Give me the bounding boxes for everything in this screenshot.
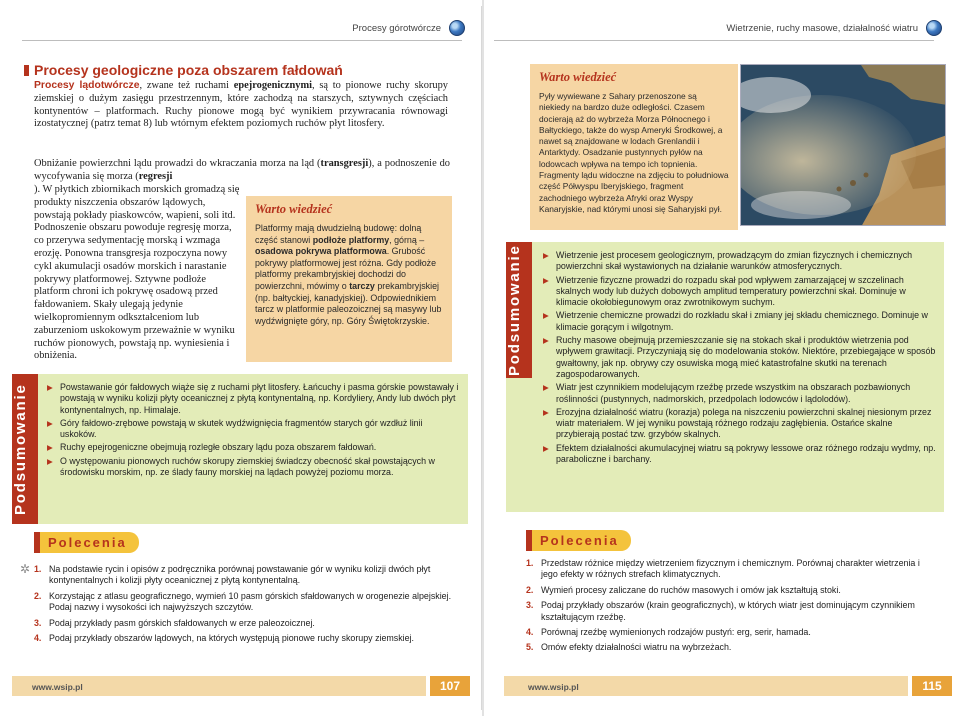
info-box xyxy=(246,196,452,362)
bold-term: epejrogenicznymi xyxy=(233,80,313,91)
running-head-text: Wietrzenie, ruchy masowe, działalność wiatru xyxy=(726,22,918,34)
task-item: 4. Porównaj rzeźbę wymienionych rodzajów pustyń: erg, serir, hamada. xyxy=(526,627,811,638)
star-marker-icon: ✲ xyxy=(20,562,31,576)
paragraph-text: , zwane też ruchami xyxy=(139,80,234,91)
summary-item: ▶ Erozyjna działalność wiatru (korazja) polega na niszczeniu powierzchni skalnej niesionym przez wiatr materiałem. W jej wyniku powstają różnego rodzaju zagłębienia. Ostańce skalne przybierają postać tzw. grzybów skalnych. xyxy=(542,407,938,441)
task-item: 2. Korzystając z atlasu geograficznego, wymień 10 pasm górskich sfałdowanych w orogenezie alpejskiej. Podaj nazwy i wysokości ich najwyższych szczytów. xyxy=(34,590,452,613)
summary-list xyxy=(46,382,460,480)
summary-item: ▶ O występowaniu pionowych ruchów skorupy ziemskiej świadczy obecność skał powstających w środowisku morskim, np. ze ślady fauny morskiej na lądach powyżej poziomu morza. xyxy=(46,456,460,479)
info-box xyxy=(530,64,738,230)
info-box-title: Warto wiedzieć xyxy=(539,70,617,84)
paragraph-text: ). W płytkich zbiornikach morskich gromadzą się produkty niszczenia obszarów lądowych, powstają pokłady piaskowców, wapieni, soli itd. Podnoszenie obszaru powoduje regresję morza, co przerywa sedymentację morską i wzmaga erozję. Ponowna transgresja rozpoczyna nowy cykl akumulacji osadów morskich i narastanie pokrywy platformowej. Sztywne podłoże platform chroni ich pokrywę osadową przed fałdowaniem. Skały ulegają jedynie wielkopromiennym odkształceniom lub zaburzeniom uskokowym przeważnie w wyniku ruchów pionowych, powstają np. wyniesienia i obniżenia. xyxy=(34,184,240,362)
paragraph-text: ), a podnoszenie do wycofywania się morza ( xyxy=(34,158,450,182)
summary-item: ▶ Wietrzenie chemiczne prowadzi do rozkładu skał i zmiany jej składu chemicznego. Dominuje w klimacie gorącym i wilgotnym. xyxy=(542,310,938,333)
summary-item: ▶ Wietrzenie jest procesem geologicznym, prowadzącym do zmian fizycznych i chemicznych powierzchni skał wystawionych na działanie warunków atmosferycznych. xyxy=(542,250,938,273)
paragraph-1 xyxy=(34,80,448,131)
info-box-title: Warto wiedzieć xyxy=(255,202,333,216)
globe-icon xyxy=(449,20,465,36)
lead-term: Procesy lądotwórcze xyxy=(34,80,140,91)
paragraph-text: , są to pionowe ruchy skorupy ziemskiej o dużym zasięgu przestrzennym, które zachodzą na starszych, sztywnych częściach kontynentów – platformach. Ruchy pionowe mogą być wynikiem przywracania równowagi izostatycznej (patrz temat 8) lub wtórnym efektem poziomych ruchów płyt litosfery. xyxy=(34,80,448,130)
header-rule xyxy=(494,40,934,41)
bold-term: regresji xyxy=(138,170,173,182)
paragraph-2-rest xyxy=(34,184,242,363)
tasks-label: Polecenia xyxy=(526,530,631,551)
header-rule xyxy=(22,40,462,41)
tasks-list xyxy=(526,558,934,658)
task-item: 5. Omów efekty działalności wiatru na wybrzeżach. xyxy=(526,642,732,653)
site-url[interactable]: www.wsip.pl xyxy=(32,682,83,692)
summary-item: ▶ Wietrzenie fizyczne prowadzi do rozpadu skał pod wpływem zamarzającej w szczelinach skalnych wody lub dużych dobowych amplitud temperatury powierzchni skał. Dominuje w klimacie okołobiegunowym oraz zwrotnikowym suchym. xyxy=(542,275,938,309)
summary-item: ▶ Powstawanie gór fałdowych wiąże się z ruchami płyt litosfery. Łańcuchy i pasma górskie powstawały i powstają w wyniku kolizji płyty oceanicznej z płytą kontynentalną, np. Kordyliery, Andy lub dwóch płyt kontynentalnych, np. Himalaje. xyxy=(46,382,460,416)
summary-item: ▶ Góry fałdowo-zrębowe powstają w skutek wydźwignięcia fragmentów starych gór wzdłuż linii uskoków. xyxy=(46,418,460,441)
running-head-text: Procesy górotwórcze xyxy=(352,22,441,34)
info-box-text: Platformy mają dwudzielną budowę: dolną część stanowi podłoże platformy, górną – osadowa pokrywa platformowa. Grubość pokrywy platformowej jest różna. Gdy podłoże platformy prekambryjskiej dochodzi do powierzchni, mówimy o tarczy prekambryjskiej (np. bałtyckiej, kanadyjskiej). Odpowiednikiem tarcz w platformie paleozoicznej są masywy lub wydźwignięte góry, np. Góry Świętokrzyskie. xyxy=(255,223,442,326)
section-title: Procesy geologiczne poza obszarem fałdowań xyxy=(34,62,343,78)
task-item: 3. Podaj przykłady pasm górskich sfałdowanych w erze paleozoicznej. xyxy=(34,617,315,628)
task-item: 3. Podaj przykłady obszarów (krain geograficznych), w których wiatr jest dominującym czynnikiem kształtującym rzeźbę. xyxy=(526,600,915,622)
info-box-text: Pyły wywiewane z Sahary przenoszone są niekiedy na bardzo duże odległości. Czasem docierają aż do wybrzeża Morza Północnego i Bałtyckiego, także do wysp Ameryki Środkowej, a nawet są znajdowane w lodach Grenlandii i Antarktydy. Osadzanie pustynnych pyłów na lodowcach wpływa na tempo ich topnienia. Fragmenty lądu widoczne na zdjęciu to południowa część Półwyspu Iberyjskiego, fragment zachodniego wybrzeża Afryki oraz Wyspy Kanaryjskie, nad którymi unosi się Saharyjski pył. xyxy=(539,91,729,214)
page-number: 115 xyxy=(912,676,952,696)
tasks-label: Polecenia xyxy=(34,532,139,553)
running-head xyxy=(726,18,942,38)
summary-panel xyxy=(12,374,468,524)
satellite-image xyxy=(741,65,946,226)
summary-panel xyxy=(506,242,944,512)
globe-icon xyxy=(926,20,942,36)
tasks-list xyxy=(34,564,452,648)
summary-item: ▶ Ruchy epejrogeniczne obejmują rozległe obszary lądu poza obszarem fałdowań. xyxy=(46,442,460,453)
page-number: 107 xyxy=(430,676,470,696)
task-item: 4. Podaj przykłady obszarów lądowych, na których występują pionowe ruchy skorupy ziemskiej. xyxy=(34,633,415,644)
site-url[interactable]: www.wsip.pl xyxy=(528,682,579,692)
left-page xyxy=(6,6,482,710)
summary-list xyxy=(542,250,938,467)
bold-term: transgresji xyxy=(320,158,369,169)
task-item: 1. Przedstaw różnice między wietrzeniem fizycznym i chemicznym. Porównaj charakter wietrzenia i jego efekty w różnych strefach klimatycznych. xyxy=(526,558,920,580)
task-item: 1. Na podstawie rycin i opisów z podręcznika porównaj powstawanie gór w wyniku kolizji dwóch płyt kontynentalnych i kolizji płyty oceanicznej z płytą kontynentalną. xyxy=(34,564,431,586)
task-item: 2. Wymień procesy zaliczane do ruchów masowych i omów jak kształtują stoki. xyxy=(526,584,841,595)
summary-item: ▶ Efektem działalności akumulacyjnej wiatru są pokrywy lessowe oraz różnego rodzaju wydmy, np. paraboliczne i barchany. xyxy=(542,443,938,466)
paragraph-2-top xyxy=(34,158,450,184)
paragraph-text: Obniżanie powierzchni lądu prowadzi do wkraczania morza na ląd ( xyxy=(34,158,321,169)
summary-item: ▶ Ruchy masowe obejmują przemieszczanie się na stokach skał i produktów wietrzenia pod wpływem grawitacji. Przyczyniają się do modelowania stoków. Niektóre, przebiegające w sposób gwałtowny, jak np. obrywy czy osuwiska mogą mieć katastrofalne skutki na terenach zagospodarowanych. xyxy=(542,335,938,380)
right-page xyxy=(484,6,954,710)
summary-label: Podsumowanie xyxy=(12,374,38,524)
summary-item: ▶ Wiatr jest czynnikiem modelującym rzeźbę przede wszystkim na obszarach pozbawionych roślinności (pustynnych, nadmorskich, przedpolach lodowców i lądolodów). xyxy=(542,382,938,405)
summary-label: Podsumowanie xyxy=(506,242,532,378)
satellite-photo xyxy=(740,64,946,226)
running-head xyxy=(352,18,465,38)
